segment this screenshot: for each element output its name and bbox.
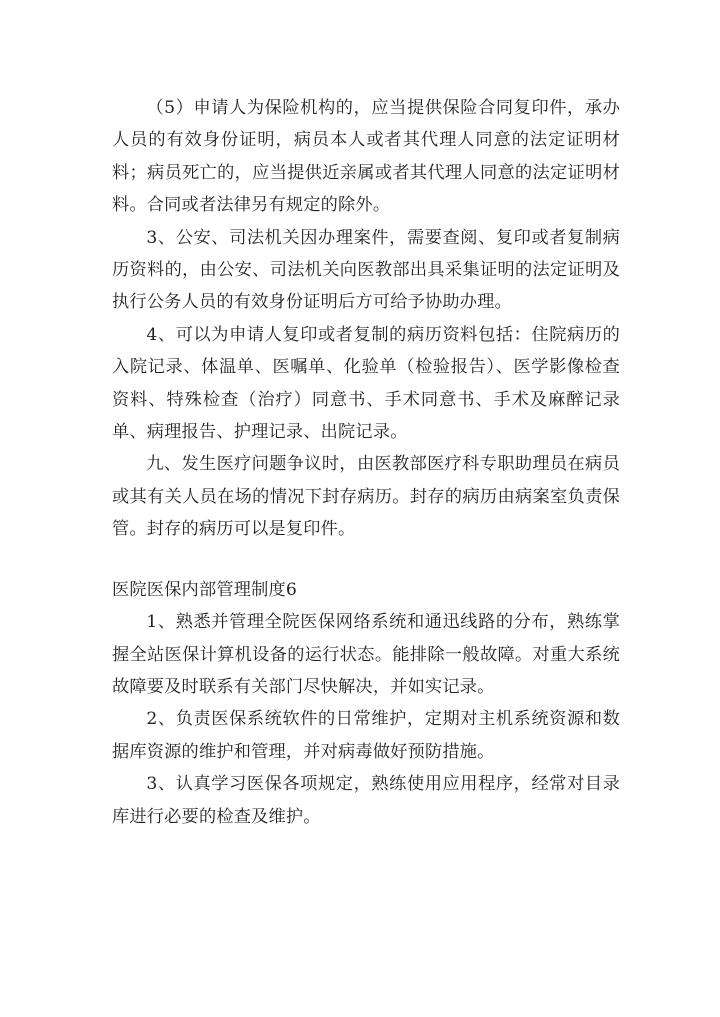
paragraph-copyable-records: 4、可以为申请人复印或者复制的病历资料包括：住院病历的入院记录、体温单、医嘱单、化验单（检验报告）、医学影像检查资料、特殊检查（治疗）同意书、手术同意书、手术及麻醉记录单、病理报告、护理记录、出院记录。 [112, 324, 620, 443]
document-body [112, 92, 620, 833]
paragraph-insurance-applicant: （5）申请人为保险机构的，应当提供保险合同复印件，承办人员的有效身份证明，病员本人或者其代理人同意的法定证明材料；病员死亡的，应当提供近亲属或者其代理人同意的法定证明材料。合同或者法律另有规定的除外。 [112, 98, 620, 216]
paragraph-public-security-judicial: 3、公安、司法机关因办理案件，需要查阅、复印或者复制病历资料的，由公安、司法机关向医教部出具采集证明的法定证明及执行公务人员的有效身份证明后方可给予协助办理。 [112, 227, 620, 313]
paragraph-network-management: 1、熟悉并管理全院医保网络系统和通迅线路的分布，熟练掌握全站医保计算机设备的运行状态。能排除一般故障。对重大系统故障要及时联系有关部门尽快解决，并如实记录。 [112, 612, 620, 697]
paragraph-dispute-sealing: 九、发生医疗问题争议时，由医教部医疗科专职助理员在病员或其有关人员在场的情况下封存病历。封存的病历由病案室负责保管。封存的病历可以是复印件。 [112, 454, 620, 540]
paragraph-regulation-study: 3、认真学习医保各项规定，熟练使用应用程序，经常对目录库进行必要的检查及维护。 [112, 774, 620, 827]
paragraph-software-maintenance: 2、负责医保系统软件的日常维护，定期对主机系统资源和数据库资源的维护和管理，并对病毒做好预防措施。 [112, 709, 620, 762]
section-heading: 医院医保内部管理制度6 [112, 579, 298, 600]
